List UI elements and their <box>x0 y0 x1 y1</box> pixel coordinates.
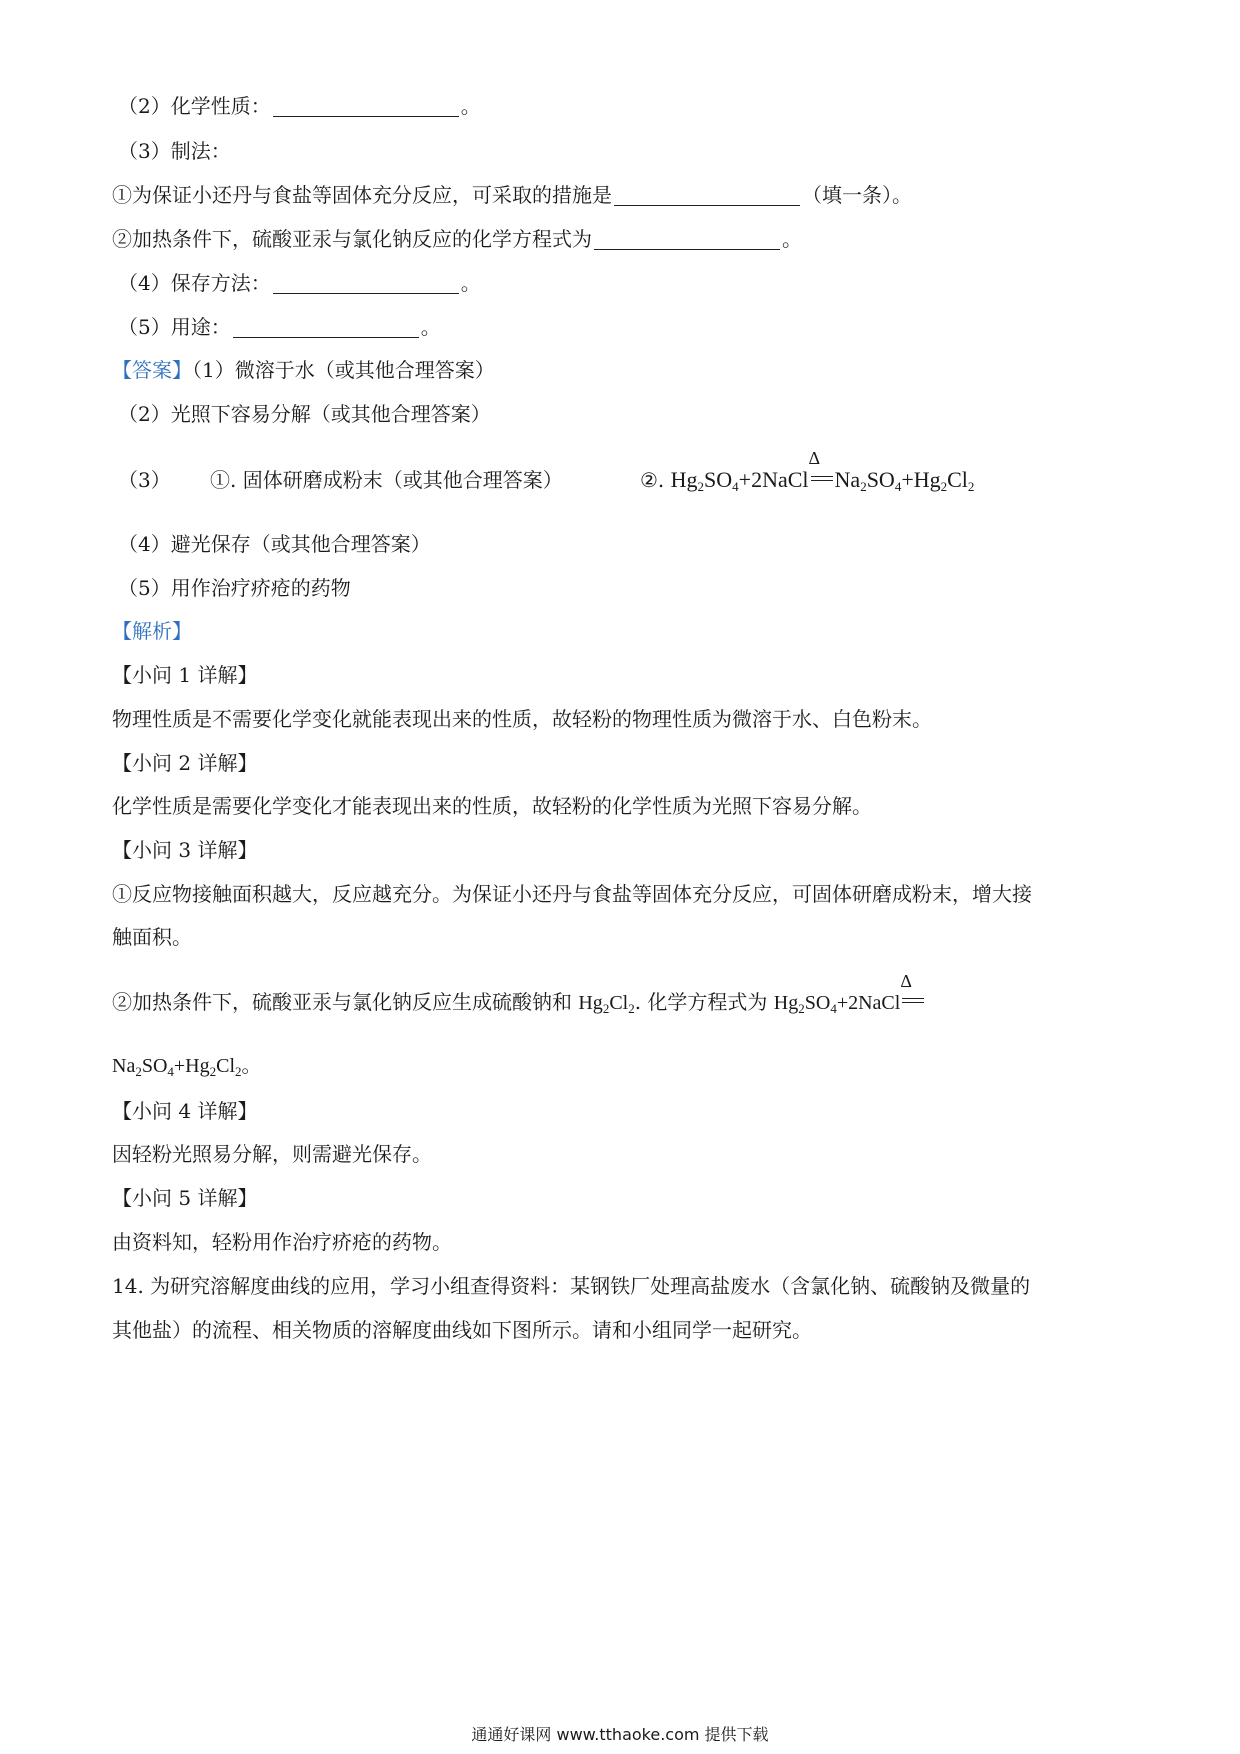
equation: $Hg_2SO_4+2NaCl$ Δ $Na_2SO_4+Hg_2Cl_2$ <box>671 467 975 492</box>
detail-5-text: 由资料知，轻粉用作治疗疥疮的药物。 <box>112 1230 452 1254</box>
answer-tag: 【答案】 <box>112 358 192 382</box>
answer-5: （5）用作治疗疥疮的药物 <box>118 576 351 600</box>
answer-3 <box>118 466 171 494</box>
detail-3-text-1: ①反应物接触面积越大，反应越充分。为保证小还丹与食盐等固体充分反应，可固体研磨成粉末，增大接 <box>112 882 1032 906</box>
q3a-text: ①为保证小还丹与食盐等固体充分反应，可采取的措施是 <box>112 183 612 207</box>
detail-4-text: 因轻粉光照易分解，则需避光保存。 <box>112 1142 432 1166</box>
question-14-line-1: 14. 为研究溶解度曲线的应用，学习小组查得资料：某钢铁厂处理高盐废水（含氯化钠、硫酸钠及微量的 <box>112 1274 1031 1298</box>
question-5 <box>118 313 441 341</box>
detail-3-title: 【小问 3 详解】 <box>112 838 258 862</box>
answer-1-text: （1）微溶于水（或其他合理答案） <box>192 358 495 382</box>
answer-blank[interactable] <box>594 229 780 250</box>
q5-label: （5）用途： <box>118 315 231 339</box>
detail-1-text: 物理性质是不需要化学变化就能表现出来的性质，故轻粉的物理性质为微溶于水、白色粉末。 <box>112 707 932 731</box>
detail-5-title: 【小问 5 详解】 <box>112 1186 258 1210</box>
question-3b <box>112 225 802 253</box>
formula-hg2cl2: $Hg_2Cl_2$ <box>578 992 635 1016</box>
detail-2-text: 化学性质是需要化学变化才能表现出来的性质，故轻粉的化学性质为光照下容易分解。 <box>112 794 872 818</box>
detail-1-title: 【小问 1 详解】 <box>112 663 258 687</box>
question-3a <box>112 181 912 209</box>
answer-3-part2-prefix: ②. <box>640 468 665 492</box>
detail-2-title: 【小问 2 详解】 <box>112 751 258 775</box>
answer-blank[interactable] <box>273 273 459 294</box>
footer-watermark: 通通好课网 www.tthaoke.com 提供下载 <box>471 1725 769 1744</box>
detail-4-title: 【小问 4 详解】 <box>112 1099 258 1123</box>
q4-label: （4）保存方法： <box>118 271 271 295</box>
answer-blank[interactable] <box>273 96 459 117</box>
q3b-end: 。 <box>782 227 802 251</box>
answer-4: （4）避光保存（或其他合理答案） <box>118 532 431 556</box>
answer-blank[interactable] <box>233 317 419 338</box>
question-2 <box>118 92 481 120</box>
question-14-line-2: 其他盐）的流程、相关物质的溶解度曲线如下图所示。请和小组同学一起研究。 <box>112 1318 812 1342</box>
delta-symbol: Δ <box>900 971 912 991</box>
answer-3-num: （3） <box>118 468 171 492</box>
q5-end: 。 <box>420 315 441 339</box>
equation-reactants: $Hg_2SO_4+2NaCl$ Δ <box>774 992 927 1014</box>
answer-blank[interactable] <box>614 185 800 206</box>
answer-3-part2 <box>640 448 975 494</box>
detail-3-text-2-prefix: ②加热条件下，硫酸亚汞与氯化钠反应生成硫酸钠和 <box>112 990 579 1014</box>
equation-products: $Na_2SO_4+Hg_2Cl_2$。 <box>112 1055 262 1079</box>
detail-3-text-2 <box>112 971 926 1017</box>
answer-3-part1: ①. 固体研磨成粉末（或其他合理答案） <box>210 468 563 492</box>
heating-condition <box>808 448 835 494</box>
question-3: （3）制法： <box>118 139 231 163</box>
question-4 <box>118 269 481 297</box>
heating-condition <box>900 971 926 1017</box>
q3b-text: ②加热条件下，硫酸亚汞与氯化钠反应的化学方程式为 <box>112 227 592 251</box>
q2-label: （2）化学性质： <box>118 94 271 118</box>
analysis-tag: 【解析】 <box>112 619 192 643</box>
detail-3-text-1b: 触面积。 <box>112 925 192 949</box>
q3a-end: （填一条）。 <box>802 183 912 207</box>
answer-2: （2）光照下容易分解（或其他合理答案） <box>118 402 491 426</box>
q4-end: 。 <box>460 271 481 295</box>
delta-symbol: Δ <box>808 448 821 468</box>
detail-3-text-2-mid: . 化学方程式为 <box>634 990 774 1014</box>
q2-end: 。 <box>460 94 481 118</box>
answer-1 <box>112 356 495 384</box>
